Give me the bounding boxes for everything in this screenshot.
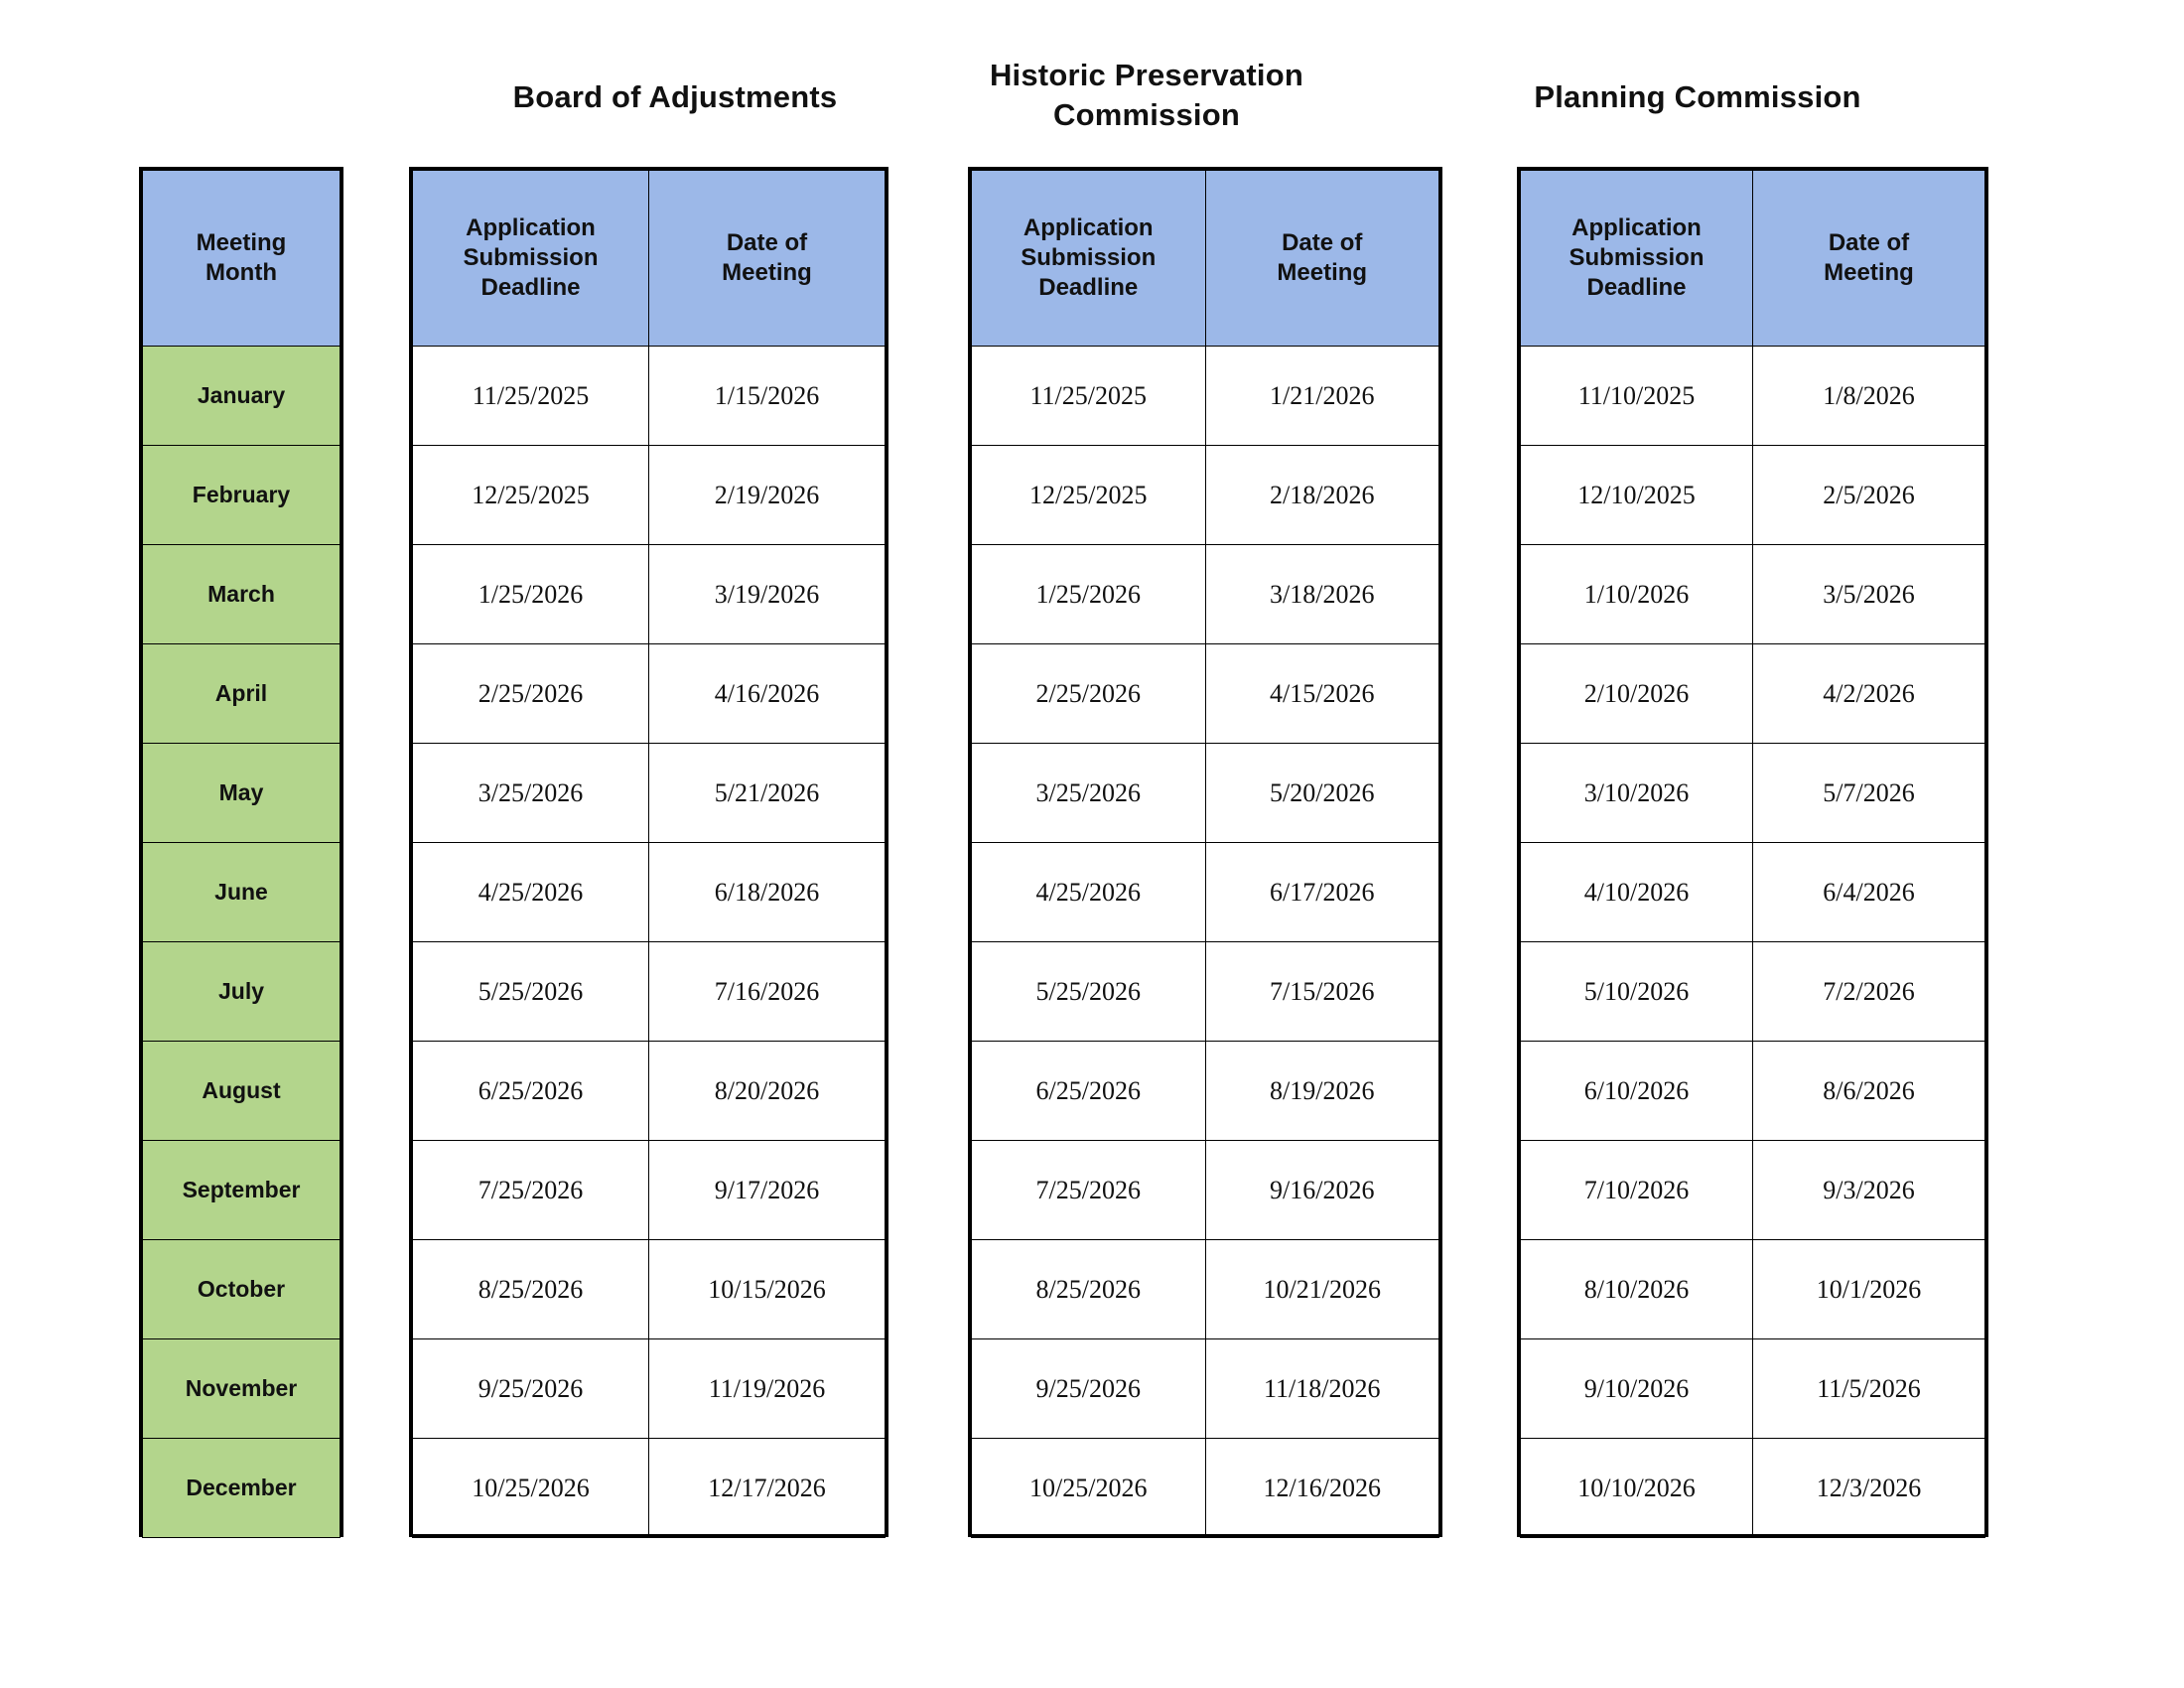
hdr-line-1: Application (1023, 214, 1154, 241)
deadline-cell: 1/10/2026 (1521, 545, 1753, 644)
hdr-line-1: Date of (726, 229, 808, 256)
month-cell: December (143, 1439, 341, 1538)
hdr-line-2: Meeting (1277, 259, 1368, 286)
table-row (1521, 1339, 1985, 1439)
table-row (143, 1339, 341, 1439)
table-row (1521, 347, 1985, 446)
deadline-cell: 11/10/2025 (1521, 347, 1753, 446)
deadline-cell: 4/25/2026 (413, 843, 649, 942)
column-header-application-submission-deadline (972, 171, 1206, 347)
deadline-cell: 8/25/2026 (972, 1240, 1206, 1339)
deadline-cell: 6/25/2026 (972, 1042, 1206, 1141)
deadline-cell: 7/25/2026 (972, 1141, 1206, 1240)
table-row (1521, 644, 1985, 744)
table-row (143, 644, 341, 744)
deadline-cell: 12/25/2025 (413, 446, 649, 545)
hdr-line-2: Submission (463, 244, 599, 271)
table-row (413, 1439, 886, 1538)
deadline-cell: 10/25/2026 (413, 1439, 649, 1538)
table-row (143, 347, 341, 446)
meeting-date-cell: 10/1/2026 (1753, 1240, 1985, 1339)
board-of-adjustments-table (409, 167, 888, 1537)
month-cell: October (143, 1240, 341, 1339)
deadline-cell: 1/25/2026 (972, 545, 1206, 644)
table-row (413, 644, 886, 744)
column-header-date-of-meeting (1753, 171, 1985, 347)
meeting-date-cell: 8/6/2026 (1753, 1042, 1985, 1141)
meeting-date-cell: 1/21/2026 (1205, 347, 1439, 446)
month-cell: September (143, 1141, 341, 1240)
meeting-date-cell: 9/16/2026 (1205, 1141, 1439, 1240)
meeting-date-cell: 10/15/2026 (649, 1240, 886, 1339)
table-row (972, 644, 1439, 744)
column-header-meeting-month (143, 171, 341, 347)
meeting-date-cell: 12/17/2026 (649, 1439, 886, 1538)
meeting-date-cell: 5/21/2026 (649, 744, 886, 843)
table-row (143, 843, 341, 942)
hdr-line-1: Application (466, 214, 596, 241)
table-row (143, 1439, 341, 1538)
meeting-date-cell: 9/3/2026 (1753, 1141, 1985, 1240)
deadline-cell: 7/10/2026 (1521, 1141, 1753, 1240)
table-row (413, 1141, 886, 1240)
table-row (1521, 744, 1985, 843)
column-header-date-of-meeting (1205, 171, 1439, 347)
deadline-cell: 8/25/2026 (413, 1240, 649, 1339)
deadline-cell: 2/25/2026 (972, 644, 1206, 744)
hdr-line-2: Meeting (722, 259, 812, 286)
deadline-cell: 10/10/2026 (1521, 1439, 1753, 1538)
table-row (143, 744, 341, 843)
meeting-date-cell: 2/18/2026 (1205, 446, 1439, 545)
meeting-date-cell: 2/19/2026 (649, 446, 886, 545)
deadline-cell: 12/10/2025 (1521, 446, 1753, 545)
month-cell: April (143, 644, 341, 744)
deadline-cell: 2/25/2026 (413, 644, 649, 744)
deadline-cell: 3/10/2026 (1521, 744, 1753, 843)
table-row (413, 843, 886, 942)
meeting-month-header-line2: Month (205, 259, 277, 286)
table-row (143, 1141, 341, 1240)
hdr-line-2: Meeting (1824, 259, 1914, 286)
deadline-cell: 6/25/2026 (413, 1042, 649, 1141)
table-row (972, 347, 1439, 446)
meeting-date-cell: 3/5/2026 (1753, 545, 1985, 644)
hdr-line-3: Deadline (1586, 274, 1687, 301)
column-header-application-submission-deadline (1521, 171, 1753, 347)
deadline-cell: 11/25/2025 (972, 347, 1206, 446)
deadline-cell: 9/25/2026 (413, 1339, 649, 1439)
table-row (413, 1240, 886, 1339)
table-row (143, 942, 341, 1042)
table-row (1521, 843, 1985, 942)
table-row (972, 446, 1439, 545)
table-row (1521, 446, 1985, 545)
meeting-month-header-line1: Meeting (196, 229, 287, 256)
table-row (1521, 545, 1985, 644)
deadline-cell: 4/10/2026 (1521, 843, 1753, 942)
meeting-date-cell: 6/4/2026 (1753, 843, 1985, 942)
meeting-date-cell: 1/15/2026 (649, 347, 886, 446)
meeting-date-cell: 1/8/2026 (1753, 347, 1985, 446)
deadline-cell: 8/10/2026 (1521, 1240, 1753, 1339)
deadline-cell: 9/10/2026 (1521, 1339, 1753, 1439)
title-board-of-adjustments: Board of Adjustments (512, 79, 838, 114)
month-cell: February (143, 446, 341, 545)
hdr-line-1: Application (1571, 214, 1702, 241)
meeting-date-cell: 12/16/2026 (1205, 1439, 1439, 1538)
hdr-line-1: Date of (1282, 229, 1363, 256)
meeting-date-cell: 6/17/2026 (1205, 843, 1439, 942)
meeting-date-cell: 11/19/2026 (649, 1339, 886, 1439)
table-row (1521, 1439, 1985, 1538)
deadline-cell: 4/25/2026 (972, 843, 1206, 942)
table-row (1521, 942, 1985, 1042)
table-row (413, 446, 886, 545)
deadline-cell: 5/25/2026 (972, 942, 1206, 1042)
table-row (143, 1240, 341, 1339)
historic-preservation-commission-table (968, 167, 1442, 1537)
meeting-date-cell: 5/20/2026 (1205, 744, 1439, 843)
table-row (972, 1141, 1439, 1240)
month-cell: January (143, 347, 341, 446)
month-cell: November (143, 1339, 341, 1439)
month-cell: May (143, 744, 341, 843)
meeting-date-cell: 7/2/2026 (1753, 942, 1985, 1042)
month-cell: July (143, 942, 341, 1042)
meeting-date-cell: 10/21/2026 (1205, 1240, 1439, 1339)
meeting-date-cell: 4/16/2026 (649, 644, 886, 744)
table-row (413, 1042, 886, 1141)
table-row (1521, 1240, 1985, 1339)
hdr-line-2: Submission (1569, 244, 1705, 271)
table-row (413, 1339, 886, 1439)
table-row (413, 347, 886, 446)
meeting-date-cell: 4/2/2026 (1753, 644, 1985, 744)
table-row (972, 1042, 1439, 1141)
table-row (143, 545, 341, 644)
hdr-line-3: Deadline (480, 274, 581, 301)
meeting-date-cell: 11/18/2026 (1205, 1339, 1439, 1439)
deadline-cell: 1/25/2026 (413, 545, 649, 644)
table-row (1521, 1042, 1985, 1141)
deadline-cell: 12/25/2025 (972, 446, 1206, 545)
meeting-date-cell: 7/16/2026 (649, 942, 886, 1042)
deadline-cell: 10/25/2026 (972, 1439, 1206, 1538)
column-header-date-of-meeting (649, 171, 886, 347)
meeting-date-cell: 4/15/2026 (1205, 644, 1439, 744)
meeting-date-cell: 5/7/2026 (1753, 744, 1985, 843)
month-cell: June (143, 843, 341, 942)
table-row (972, 1240, 1439, 1339)
table-row (972, 942, 1439, 1042)
column-header-application-submission-deadline (413, 171, 649, 347)
meeting-month-table (139, 167, 343, 1537)
month-cell: August (143, 1042, 341, 1141)
hdr-line-1: Date of (1828, 229, 1910, 256)
table-row (972, 1339, 1439, 1439)
planning-commission-table (1517, 167, 1988, 1537)
meeting-date-cell: 9/17/2026 (649, 1141, 886, 1240)
title-hpc-line1: Historic Preservation (989, 58, 1304, 92)
table-row (972, 1439, 1439, 1538)
deadline-cell: 6/10/2026 (1521, 1042, 1753, 1141)
table-row (143, 1042, 341, 1141)
deadline-cell: 11/25/2025 (413, 347, 649, 446)
meeting-date-cell: 11/5/2026 (1753, 1339, 1985, 1439)
title-planning-commission: Planning Commission (1534, 79, 1861, 114)
table-row (413, 545, 886, 644)
meeting-date-cell: 7/15/2026 (1205, 942, 1439, 1042)
meeting-date-cell: 3/18/2026 (1205, 545, 1439, 644)
deadline-cell: 3/25/2026 (972, 744, 1206, 843)
deadline-cell: 9/25/2026 (972, 1339, 1206, 1439)
deadline-cell: 2/10/2026 (1521, 644, 1753, 744)
meeting-date-cell: 12/3/2026 (1753, 1439, 1985, 1538)
meeting-date-cell: 6/18/2026 (649, 843, 886, 942)
table-row (143, 446, 341, 545)
table-row (972, 744, 1439, 843)
meeting-date-cell: 8/19/2026 (1205, 1042, 1439, 1141)
meeting-date-cell: 8/20/2026 (649, 1042, 886, 1141)
deadline-cell: 7/25/2026 (413, 1141, 649, 1240)
title-historic-preservation-commission (923, 56, 1370, 135)
meeting-date-cell: 2/5/2026 (1753, 446, 1985, 545)
table-row (1521, 1141, 1985, 1240)
deadline-cell: 5/10/2026 (1521, 942, 1753, 1042)
meeting-date-cell: 3/19/2026 (649, 545, 886, 644)
table-row (972, 545, 1439, 644)
deadline-cell: 5/25/2026 (413, 942, 649, 1042)
table-row (413, 942, 886, 1042)
month-cell: March (143, 545, 341, 644)
hdr-line-2: Submission (1021, 244, 1157, 271)
deadline-cell: 3/25/2026 (413, 744, 649, 843)
title-hpc-line2: Commission (1052, 97, 1241, 132)
table-row (413, 744, 886, 843)
table-row (972, 843, 1439, 942)
hdr-line-3: Deadline (1038, 274, 1139, 301)
